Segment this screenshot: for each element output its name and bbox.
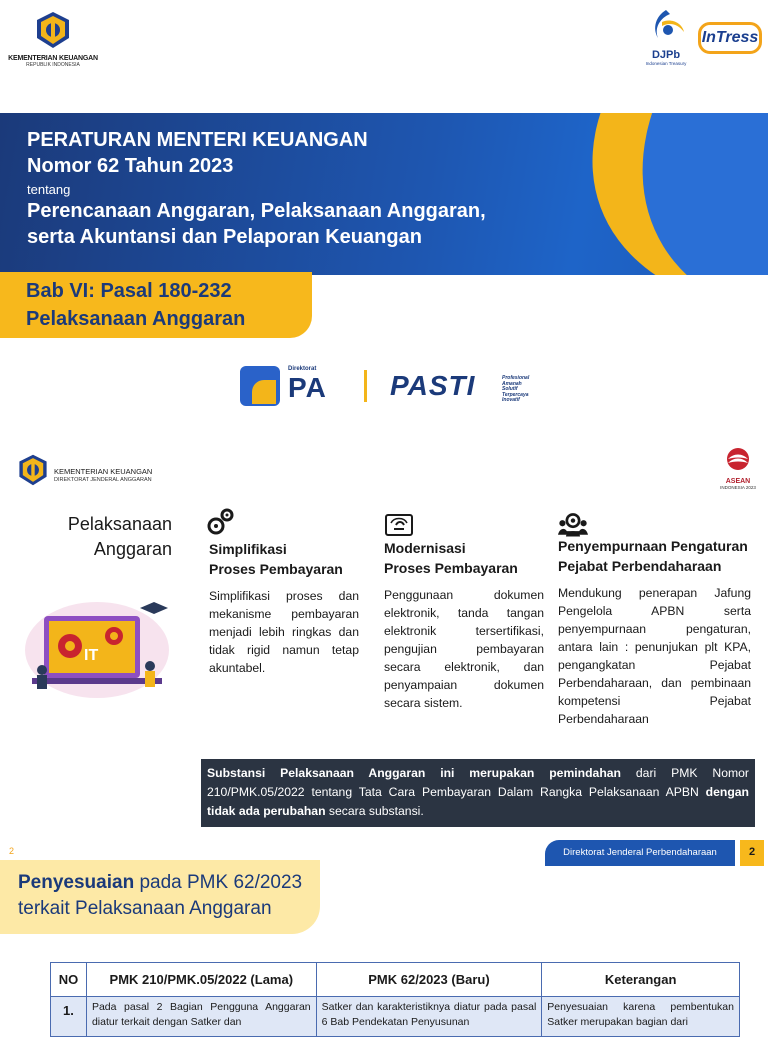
heading-line1: Simplifikasi — [209, 541, 287, 557]
pasti-tag-item: Amanah — [502, 380, 522, 387]
heading-line2: Proses Pembayaran — [209, 561, 343, 577]
pasti-tag-item: Solutif — [502, 386, 518, 392]
penyesuaian-title-box — [0, 860, 320, 934]
kemenkeu-dja-logo — [16, 453, 156, 489]
substansi-bold1: Substansi Pelaksanaan Anggaran ini merupakan pemindahan — [207, 766, 622, 780]
it-illustration-icon — [22, 598, 172, 702]
intress-logo: InTress — [698, 22, 762, 54]
pa-direktorat: Direktorat — [288, 366, 317, 372]
asean-name: ASEAN — [725, 478, 751, 485]
tentang-label: tentang — [27, 182, 71, 197]
e-payment-icon — [384, 511, 414, 541]
djpb-emblem-icon — [644, 8, 688, 44]
penyesuaian-rest: pada PMK 62/2023 — [134, 872, 303, 893]
svg-text:IT: IT — [84, 647, 99, 664]
pasti-tag-item: Inovatif — [502, 397, 520, 403]
djpb-logo — [636, 8, 696, 68]
cell-no: 1. — [51, 997, 87, 1037]
regulation-number: Nomor 62 Tahun 2023 — [27, 155, 234, 177]
heading-line2: Pejabat Perbendaharaan — [558, 558, 722, 574]
modernisasi-heading — [384, 538, 544, 578]
header-baru: PMK 62/2023 (Baru) — [316, 963, 542, 997]
regulation-subject-line1: Perencanaan Anggaran, Pelaksanaan Anggaran, — [27, 200, 486, 222]
pa-icon — [240, 366, 280, 406]
kemenkeu-crest-icon — [16, 453, 50, 487]
regulation-title: PERATURAN MENTERI KEUANGAN — [27, 129, 368, 151]
asean-sub: INDONESIA 2023 — [720, 485, 756, 490]
substansi-normal1: dari PMK Nomor 210/PMK.05/2022 tentang Tata Cara Pembayaran Dalam Rangka Pelaksanaan APBN — [207, 766, 749, 799]
simplifikasi-heading — [209, 539, 369, 579]
footer-org: Direktorat Jenderal Perbendaharaan — [545, 840, 735, 866]
pasti-tag-item: Terpercaya — [502, 391, 529, 398]
regulation-subject-line2: serta Akuntansi dan Pelaporan Keuangan — [27, 226, 422, 248]
heading-line1: Modernisasi — [384, 540, 466, 556]
section-title-line2: Anggaran — [93, 539, 172, 559]
table-row — [51, 997, 740, 1037]
comparison-table — [50, 962, 740, 1037]
section-title-line1: Pelaksanaan — [67, 514, 172, 534]
pa-text: PA — [288, 372, 327, 403]
djpb-sub: Indonesian Treasury — [645, 61, 687, 66]
heading-line1: Penyempurnaan Pengaturan — [558, 538, 748, 554]
pa-pasti-logo — [240, 364, 540, 410]
kemenkeu-crest-icon — [33, 10, 73, 50]
header-banner — [0, 113, 768, 275]
penyesuaian-bold: Penyesuaian — [18, 872, 135, 893]
pasti-tagline — [502, 376, 529, 404]
bab-box — [0, 272, 312, 338]
kemenkeu-name-2: KEMENTERIAN KEUANGAN — [54, 467, 153, 476]
heading-line2: Proses Pembayaran — [384, 560, 518, 576]
bab-subtitle: Pelaksanaan Anggaran — [26, 308, 246, 330]
gears-icon — [206, 506, 236, 536]
pa-separator — [364, 370, 367, 402]
djpb-name: DJPb — [651, 49, 681, 61]
penyesuaian-title-line1 — [18, 872, 302, 894]
footer-page-number: 2 — [740, 840, 764, 866]
section-title — [20, 512, 172, 562]
modernisasi-body: Penggunaan dokumen elektronik, tanda tangan elektronik tersertifikasi, pengujian pembayaran secara elektronik, dan penyampaian dokumen secara sistem. — [384, 588, 544, 710]
cell-keterangan: Penyesuaian karena pembentukan Satker merupakan bagian dari — [542, 997, 740, 1037]
kemenkeu-sub: REPUBLIK INDONESIA — [26, 62, 80, 68]
kemenkeu-logo — [8, 10, 98, 72]
penyesuaian-title-line2: terkait Pelaksanaan Anggaran — [18, 898, 272, 919]
pasti-text: PASTI — [390, 370, 476, 401]
penyempurnaan-heading — [558, 536, 764, 576]
substansi-normal2: secara substansi. — [325, 804, 424, 818]
header-keterangan: Keterangan — [542, 963, 740, 997]
penyempurnaan-body: Mendukung penerapan Jafung Pengelola APBN serta penyempurnaan pengaturan, antara lain : penunjukan plt KPA, pengangkatan Pejabat Perbendaharaan, dan pembinaan kompetensi Pejabat Perbendaharaan — [558, 586, 751, 726]
asean-logo — [718, 447, 758, 501]
bab-title: Bab VI: Pasal 180-232 — [26, 280, 232, 302]
substansi-note — [201, 759, 755, 827]
cell-baru: Satker dan karakteristiknya diatur pada pasal 6 Bab Pendekatan Penyusunan — [316, 997, 542, 1037]
page-number-left: 2 — [9, 846, 15, 856]
dja-name: DIREKTORAT JENDERAL ANGGARAN — [54, 477, 152, 483]
header-lama: PMK 210/PMK.05/2022 (Lama) — [86, 963, 316, 997]
substansi-bold2: dengan tidak ada perubahan — [207, 785, 749, 818]
table-header-row — [51, 963, 740, 997]
cell-lama: Pada pasal 2 Bagian Pengguna Anggaran diatur terkait dengan Satker dan — [86, 997, 316, 1037]
kemenkeu-name: KEMENTERIAN KEUANGAN — [8, 55, 98, 62]
header-no: NO — [51, 963, 87, 997]
asean-emblem-icon — [724, 447, 752, 471]
pasti-tag-item: Profesional — [502, 375, 530, 381]
simplifikasi-body: Simplifikasi proses dan mekanisme pembayaran menjadi lebih ringkas dan tidak rigid namun tetap akuntabel. — [209, 589, 359, 675]
